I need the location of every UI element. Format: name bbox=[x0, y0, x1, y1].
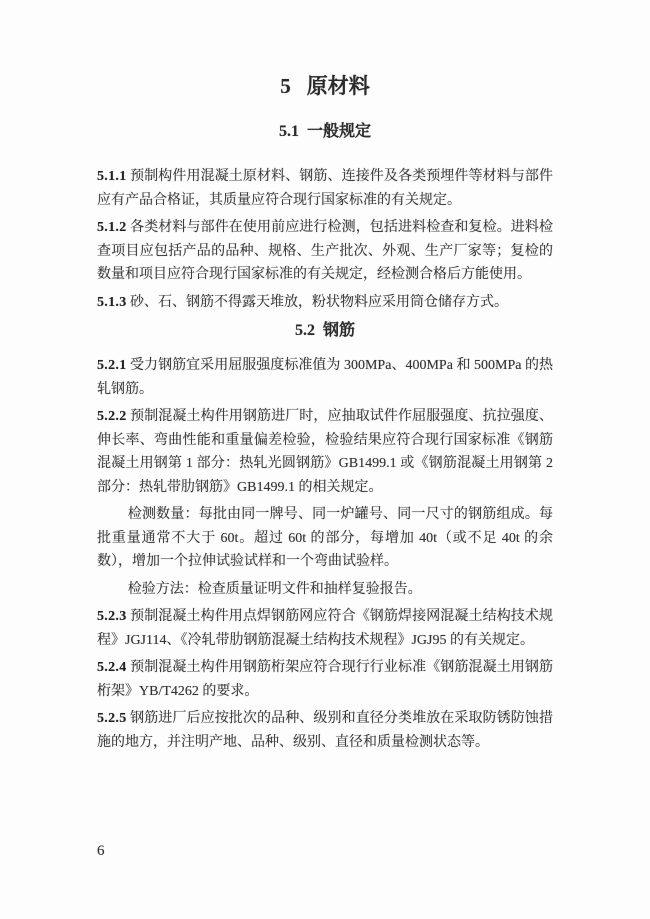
section-title: 一般规定 bbox=[306, 123, 371, 140]
sub-paragraph-inspection-quantity bbox=[97, 503, 553, 574]
clause-text: 预制混凝土构件用钢筋进厂时，应抽取试件作屈服强度、抗拉强度、伸长率、弯曲性能和重量偏差检验，检验结果应符合现行国家标准《钢筋混凝土用钢第 1 部分：热轧光圆钢筋》GB1499.1 或《钢筋混凝土用钢第 2 部分：热轧带肋钢筋》GB1499.1 的相关规定。 bbox=[97, 409, 554, 495]
page-number: 6 bbox=[97, 843, 105, 859]
clause-5-2-2 bbox=[97, 405, 553, 499]
chapter-heading bbox=[97, 76, 553, 97]
clause-5-2-3 bbox=[97, 605, 553, 652]
chapter-title: 原材料 bbox=[306, 75, 370, 98]
clause-number: 5.2.2 bbox=[97, 409, 127, 424]
clause-text: 砂、石、钢筋不得露天堆放，粉状物料应采用筒仓储存方式。 bbox=[130, 294, 508, 310]
clause-text: 预制混凝土构件用钢筋桁架应符合现行行业标准《钢筋混凝土用钢筋桁架》YB/T4262 的要求。 bbox=[97, 660, 554, 699]
chapter-number: 5 bbox=[280, 74, 291, 98]
clause-5-2-1 bbox=[97, 354, 553, 401]
clause-number: 5.2.1 bbox=[97, 358, 127, 373]
section-heading-5-2 bbox=[97, 323, 553, 339]
clause-number: 5.2.3 bbox=[97, 609, 127, 624]
section-heading-5-1 bbox=[97, 124, 553, 140]
clause-5-2-4 bbox=[97, 656, 553, 703]
clause-text: 钢筋进厂后应按批次的品种、级别和直径分类堆放在采取防锈防蚀措施的地方，并注明产地、品种、级别、直径和质量检测状态等。 bbox=[97, 711, 554, 750]
clause-5-1-3 bbox=[97, 291, 553, 315]
sub-paragraph-inspection-method bbox=[97, 578, 553, 602]
clause-number: 5.1.3 bbox=[97, 294, 127, 310]
clause-text: 预制构件用混凝土原材料、钢筋、连接件及各类预埋件等材料与部件应有产品合格证，其质量应符合现行国家标准的有关规定。 bbox=[97, 169, 554, 208]
clause-5-2-5 bbox=[97, 707, 553, 754]
clause-text: 检验方法：检查质量证明文件和抽样复验报告。 bbox=[127, 581, 422, 597]
section-number: 5.1 bbox=[278, 123, 299, 140]
clause-text: 各类材料与部件在使用前应进行检测，包括进料检查和复检。进料检查项目应包括产品的品种、规格、生产批次、外观、生产厂家等；复检的数量和项目应符合现行国家标准的有关规定，经检测合格后方能使用。 bbox=[97, 220, 554, 282]
clause-5-1-1 bbox=[97, 165, 553, 212]
clause-text: 受力钢筋宜采用屈服强度标准值为 300MPa、400MPa 和 500MPa 的热轧钢筋。 bbox=[97, 358, 554, 397]
clause-text: 检测数量：每批由同一牌号、同一炉罐号、同一尺寸的钢筋组成。每批重量通常不大于 60t。超过 60t 的部分，每增加 40t（或不足 40t 的余数），增加一个拉伸试验试样和一个弯曲试验样。 bbox=[97, 507, 553, 569]
clause-number: 5.2.5 bbox=[97, 711, 127, 726]
clause-number: 5.2.4 bbox=[97, 660, 127, 675]
section-title: 钢筋 bbox=[322, 322, 355, 339]
clause-text: 预制混凝土构件用点焊钢筋网应符合《钢筋焊接网混凝土结构技术规程》JGJ114、《冷轧带肋钢筋混凝土结构技术规程》JGJ95 的有关规定。 bbox=[97, 609, 554, 648]
section-number: 5.2 bbox=[294, 322, 315, 339]
clause-number: 5.1.1 bbox=[97, 169, 127, 184]
clause-number: 5.1.2 bbox=[97, 220, 127, 235]
clause-5-1-2 bbox=[97, 216, 553, 287]
